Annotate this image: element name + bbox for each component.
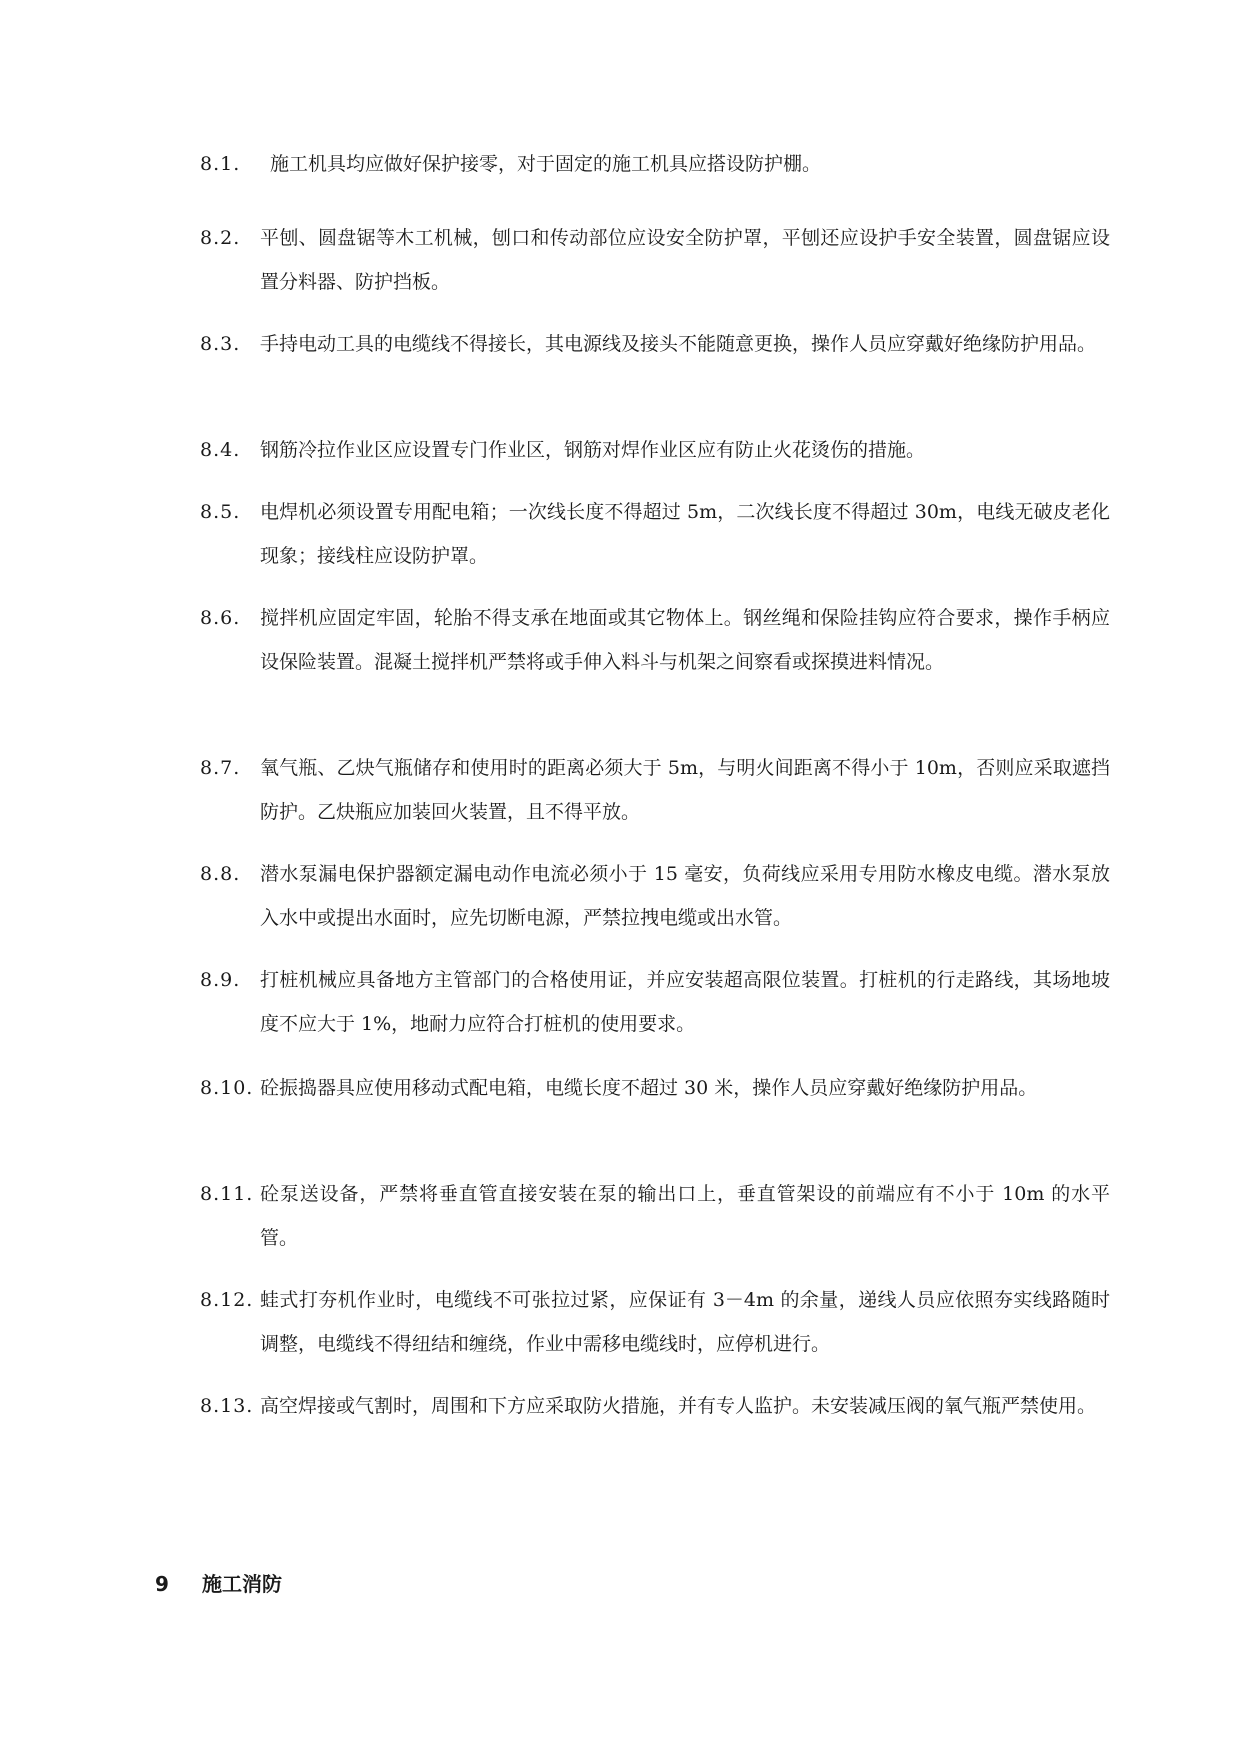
item-text: 钢筋冷拉作业区应设置专门作业区，钢筋对焊作业区应有防止火花烫伤的措施。 xyxy=(260,439,926,461)
item-text: 砼振捣器具应使用移动式配电箱，电缆长度不超过 30 米，操作人员应穿戴好绝缘防护用品。 xyxy=(260,1077,1038,1099)
list-item xyxy=(200,746,1110,834)
item-text: 高空焊接或气割时，周围和下方应采取防火措施，并有专人监护。未安装减压阀的氧气瓶严禁使用。 xyxy=(260,1395,1097,1417)
item-number: 8.12. xyxy=(200,1289,254,1311)
list-item xyxy=(200,142,1110,186)
item-text: 搅拌机应固定牢固，轮胎不得支承在地面或其它物体上。钢丝绳和保险挂钩应符合要求，操作手柄应设保险装置。混凝土搅拌机严禁将或手伸入料斗与机架之间察看或探摸进料情况。 xyxy=(260,607,1110,673)
item-text: 蛙式打夯机作业时，电缆线不可张拉过紧，应保证有 3－4m 的余量，递线人员应依照夯实线路随时调整，电缆线不得纽结和缠绕，作业中需移电缆线时，应停机进行。 xyxy=(260,1289,1110,1355)
list-item xyxy=(200,428,1110,472)
item-number: 8.7. xyxy=(200,757,241,779)
section-title: 施工消防 xyxy=(202,1572,282,1596)
section-number: 9 xyxy=(155,1572,169,1596)
list-item xyxy=(200,1384,1110,1428)
list-item xyxy=(200,852,1110,940)
item-number: 8.11. xyxy=(200,1183,254,1205)
list-item xyxy=(200,958,1110,1046)
item-number: 8.10. xyxy=(200,1077,254,1099)
list-item xyxy=(200,1172,1110,1260)
item-text: 潜水泵漏电保护器额定漏电动作电流必须小于 15 毫安，负荷线应采用专用防水橡皮电缆。潜水泵放入水中或提出水面时，应先切断电源，严禁拉拽电缆或出水管。 xyxy=(260,863,1110,929)
item-number: 8.2. xyxy=(200,227,241,249)
item-number: 8.8. xyxy=(200,863,241,885)
list-item xyxy=(200,216,1110,304)
item-text: 砼泵送设备，严禁将垂直管直接安装在泵的输出口上，垂直管架设的前端应有不小于 10m 的水平管。 xyxy=(260,1183,1110,1249)
item-number: 8.1. xyxy=(200,153,241,175)
list-item xyxy=(200,1066,1110,1110)
item-text: 平刨、圆盘锯等木工机械，刨口和传动部位应设安全防护罩，平刨还应设护手安全装置，圆盘锯应设置分料器、防护挡板。 xyxy=(260,227,1110,293)
list-item xyxy=(200,490,1110,578)
item-number: 8.3. xyxy=(200,333,241,355)
item-text: 打桩机械应具备地方主管部门的合格使用证，并应安装超高限位装置。打桩机的行走路线，其场地坡度不应大于 1%，地耐力应符合打桩机的使用要求。 xyxy=(260,969,1110,1035)
item-text: 电焊机必须设置专用配电箱；一次线长度不得超过 5m，二次线长度不得超过 30m，电线无破皮老化现象；接线柱应设防护罩。 xyxy=(260,501,1110,567)
item-text: 氧气瓶、乙炔气瓶储存和使用时的距离必须大于 5m，与明火间距离不得小于 10m，否则应采取遮挡防护。乙炔瓶应加装回火装置，且不得平放。 xyxy=(260,757,1110,823)
item-number: 8.6. xyxy=(200,607,241,629)
item-number: 8.5. xyxy=(200,501,241,523)
item-number: 8.4. xyxy=(200,439,241,461)
item-text: 施工机具均应做好保护接零，对于固定的施工机具应搭设防护棚。 xyxy=(270,153,822,175)
item-text: 手持电动工具的电缆线不得接长，其电源线及接头不能随意更换，操作人员应穿戴好绝缘防护用品。 xyxy=(260,333,1097,355)
section-heading xyxy=(155,1568,282,1600)
list-item xyxy=(200,322,1110,366)
list-item xyxy=(200,596,1110,684)
list-item xyxy=(200,1278,1110,1366)
item-number: 8.9. xyxy=(200,969,241,991)
item-number: 8.13. xyxy=(200,1395,254,1417)
